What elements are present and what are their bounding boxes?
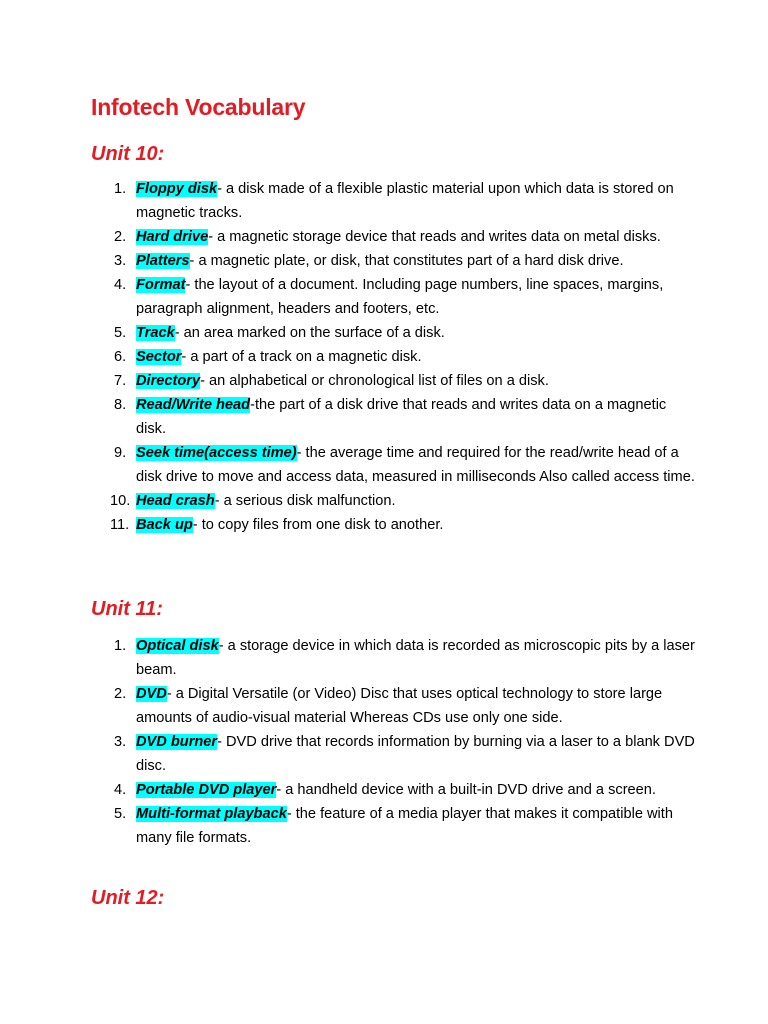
item-number: 3.	[114, 253, 127, 269]
vocab-definition: - to copy files from one disk to another.	[192, 517, 444, 533]
vocab-definition: - a serious disk malfunction.	[214, 493, 396, 509]
vocab-definition: - a handheld device with a built-in DVD drive and a screen.	[276, 782, 656, 798]
vocab-item	[0, 345, 768, 369]
vocab-definition: - a part of a track on a magnetic disk.	[181, 349, 422, 365]
vocab-definition: - a Digital Versatile (or Video) Disc that uses optical technology to store large amounts of audio-visual material Whereas CDs use only one side.	[136, 686, 663, 726]
item-number: 8.	[114, 397, 127, 413]
vocab-term: Platters	[136, 253, 190, 269]
vocab-term: Read/Write head	[136, 397, 251, 413]
vocab-definition: - a magnetic plate, or disk, that constitutes part of a hard disk drive.	[189, 253, 624, 269]
vocab-term: Optical disk	[136, 638, 219, 654]
vocab-item	[0, 489, 768, 513]
vocab-term: Directory	[136, 373, 201, 389]
vocab-term: Multi-format playback	[136, 806, 287, 822]
vocab-definition: - a storage device in which data is recorded as microscopic pits by a laser beam.	[136, 638, 695, 678]
vocab-term: Floppy disk	[136, 181, 218, 197]
vocab-item	[0, 177, 768, 225]
vocab-term: Track	[136, 325, 175, 341]
item-number: 7.	[114, 373, 127, 389]
vocab-term: DVD burner	[136, 734, 218, 750]
unit-12-heading: Unit 12:	[91, 887, 165, 909]
vocab-item	[0, 249, 768, 273]
vocab-definition: - an alphabetical or chronological list of files on a disk.	[200, 373, 549, 389]
vocab-term: Hard drive	[136, 229, 209, 245]
item-number: 1.	[114, 638, 127, 654]
vocab-item	[0, 393, 768, 441]
vocab-item	[0, 802, 768, 850]
vocab-item	[0, 273, 768, 321]
vocab-term: Sector	[136, 349, 182, 365]
vocab-item	[0, 730, 768, 778]
vocab-item	[0, 369, 768, 393]
vocab-item	[0, 321, 768, 345]
vocab-term: Portable DVD player	[136, 782, 277, 798]
unit-10-heading: Unit 10:	[91, 143, 165, 165]
unit-11-list	[0, 634, 768, 850]
vocab-term: Format	[136, 277, 186, 293]
item-number: 4.	[114, 782, 127, 798]
vocab-definition: - an area marked on the surface of a disk.	[174, 325, 445, 341]
vocab-definition: - the average time and required for the read/write head of a disk drive to move and access data, measured in milliseconds Also called access time.	[136, 445, 695, 485]
vocab-item	[0, 441, 768, 489]
vocab-item	[0, 225, 768, 249]
item-number: 9.	[114, 445, 127, 461]
vocab-term: DVD	[136, 686, 167, 702]
vocab-term: Seek time(access time)	[136, 445, 297, 461]
item-number: 5.	[114, 806, 127, 822]
item-number: 3.	[114, 734, 127, 750]
vocab-term: Back up	[136, 517, 193, 533]
vocab-item	[0, 682, 768, 730]
vocab-term: Head crash	[136, 493, 215, 509]
unit-11-heading: Unit 11:	[91, 598, 163, 620]
item-number: 4.	[114, 277, 127, 293]
item-number: 6.	[114, 349, 127, 365]
item-number: 2.	[114, 686, 127, 702]
vocab-definition: - a disk made of a flexible plastic material upon which data is stored on magnetic tracks.	[136, 181, 674, 221]
item-number: 1.	[114, 181, 127, 197]
vocab-definition: -the part of a disk drive that reads and writes data on a magnetic disk.	[136, 397, 667, 437]
item-number: 2.	[114, 229, 127, 245]
unit-10-list	[0, 177, 768, 537]
item-number: 11.	[110, 517, 130, 533]
item-number: 5.	[114, 325, 127, 341]
vocab-definition: - the layout of a document. Including page numbers, line spaces, margins, paragraph alignment, headers and footers, etc.	[136, 277, 664, 317]
vocab-item	[0, 513, 768, 537]
vocab-item	[0, 634, 768, 682]
vocab-item	[0, 778, 768, 802]
document-title: Infotech Vocabulary	[91, 94, 306, 120]
vocab-definition: - DVD drive that records information by burning via a laser to a blank DVD disc.	[136, 734, 695, 774]
vocab-definition: - a magnetic storage device that reads and writes data on metal disks.	[208, 229, 661, 245]
item-number: 10.	[110, 493, 131, 509]
vocab-definition: - the feature of a media player that makes it compatible with many file formats.	[136, 806, 673, 846]
